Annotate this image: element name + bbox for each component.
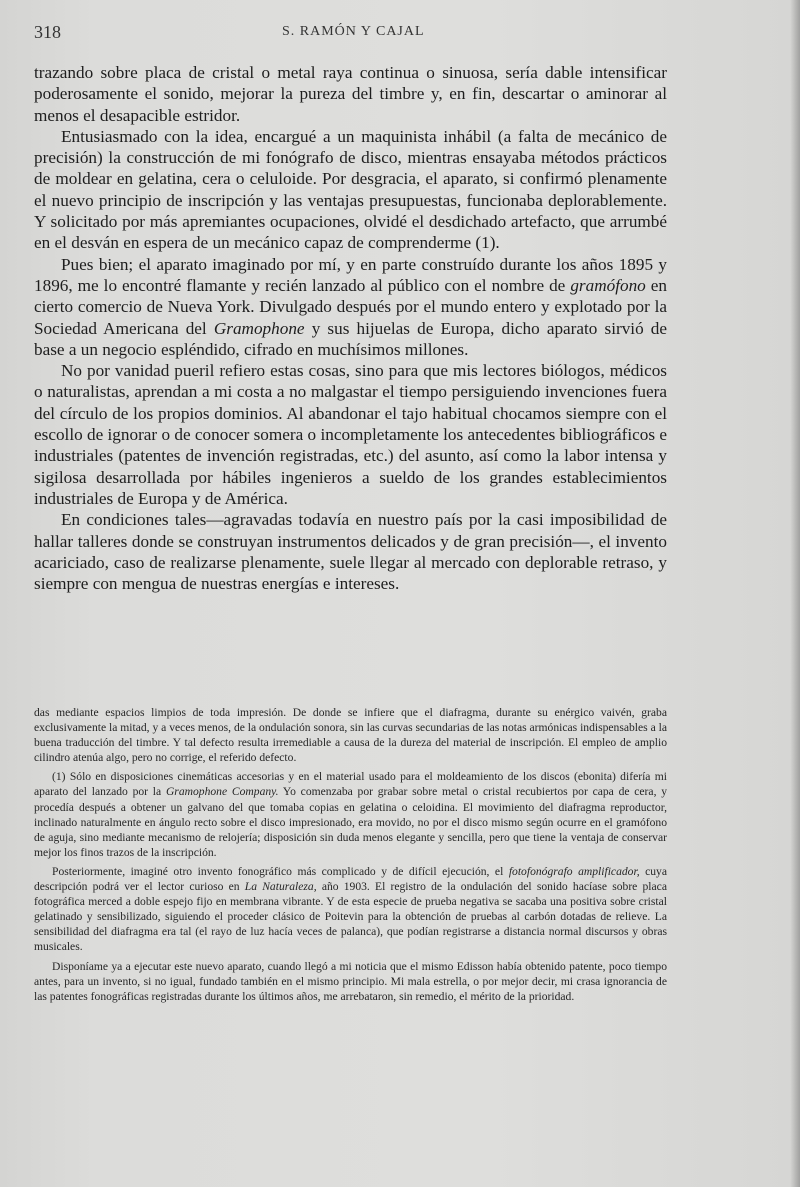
text-run: Pues bien; el aparato imaginado por mí, y en parte construído durante los años 1895 y 1896, me lo encontré flamante y recién lanzado al público con el nombre de <box>34 254 667 295</box>
paragraph: En condiciones tales—agravadas todavía en nuestro país por la casi imposibilidad de hallar talleres donde se construyan instrumentos delicados y de gran precisión—, el invento acariciado, caso de realizarse plenamente, suele llegar al mercado con deplorable retraso, y siempre con mengua de nuestras energías e intereses. <box>34 510 667 594</box>
italic-term: La Naturaleza, <box>244 880 317 894</box>
footnote-paragraph: Disponíame ya a ejecutar este nuevo aparato, cuando llegó a mi noticia que el mismo Edisson había obtenido patente, poco tiempo antes, para un invento, si no igual, fundado también en el mismo principio. Mi mala estrella, o por mejor decir, mi crasa ignorancia de las patentes fonográficas registradas durante los últimos años, me arrebataron, sin remedio, el mérito de la prioridad. <box>34 959 667 1003</box>
italic-term: fotofonógrafo amplificador, <box>508 864 640 878</box>
paragraph: trazando sobre placa de cristal o metal raya continua o sinuosa, sería dable intensificar poderosamente el sonido, mejorar la pureza del timbre y, en fin, descartar o aminorar al menos el desapacible estridor. <box>34 63 667 125</box>
text-run: en cierto comercio de Nueva York. Divulgado después por el mundo entero y explotado por la Sociedad Americana del <box>34 275 668 338</box>
text-run: cuya descripción podrá ver el lector curioso en <box>34 864 667 894</box>
italic-term: Gramophone Company. <box>165 785 279 799</box>
main-text <box>34 62 667 594</box>
text-run: año 1903. El registro de la ondulación del sonido hacíase sobre placa fotográfica merced a doble espejo fijo en membrana vibrante. Y de esta especie de prueba negativa se sacaba una positiva sobre cristal gelatinado y sensibilizado, siguiendo el proceder clásico de Poitevin para la obtención de pruebas al carbón dotadas de relieve. La sensibilidad del diafragma era tal (el rayo de luz hacía veces de palanca), que podían registrarse a distancia normal discursos y obras musicales. <box>34 880 667 954</box>
italic-term: Gramophone <box>213 318 305 338</box>
page-edge-shadow <box>790 0 800 1187</box>
italic-term: gramófono <box>570 275 646 295</box>
text-run: (1) Sólo en disposiciones cinemáticas accesorias y en el material usado para el moldeamiento de los discos (ebonita) difería mi aparato del lanzado por la <box>34 770 667 799</box>
footnote-paragraph <box>34 864 667 955</box>
paragraph: No por vanidad pueril refiero estas cosas, sino para que mis lectores biólogos, médicos o naturalistas, aprendan a mi costa a no malgastar el tiempo persiguiendo invenciones fuera del círculo de los propios dominios. Al abandonar el tajo habitual chocamos siempre con el escollo de ignorar o de conocer somera o incompletamente los antecedentes bibliográficos e industriales (patentes de invención registradas, etc.) del asunto, así como la labor intensa y sigilosa desarrollada por hábiles ingenieros a sueldo de los grandes establecimientos industriales de Europa y de América. <box>34 361 667 508</box>
footnotes <box>34 705 667 1004</box>
footnote-1 <box>34 769 667 860</box>
paragraph <box>34 254 667 360</box>
page-header <box>34 22 674 46</box>
page-number: 318 <box>34 22 61 42</box>
running-head: S. RAMÓN Y CAJAL <box>282 24 425 39</box>
text-run: Yo comenzaba por grabar sobre metal o cristal recubiertos por capa de cera, y procedía después a obtener un galvano del que tomaba copias en gelatina o celoidina. El movimiento del diafragma reproductor, inclinado naturalmente en ángulo recto sobre el disco impresionado, era movido, no por el disco mismo según ocurre en el gramófono de aguja, sino mediante mecanismo de relojería; disposición sin duda menos elegante y sencilla, pero que tiene la ventaja de conservar mejor los finos trazos de la inscripción. <box>34 785 668 859</box>
footnote-continuation: das mediante espacios limpios de toda impresión. De donde se infiere que el diafragma, durante su enérgico vaivén, graba exclusivamente la mitad, y a veces menos, de la ondulación sonora, sin las curvas secundarias de las notas armónicas indispensables a la buena traducción del timbre. Y tal defecto resulta irremediable a causa de la dureza del material de inscripción. El empleo de amplio cilindro atenúa algo, pero no corrige, el referido defecto. <box>34 706 667 765</box>
text-run: y sus hijuelas de Europa, dicho aparato sirvió de base a un negocio espléndido, cifrado en muchísimos millones. <box>34 318 668 359</box>
paragraph: Entusiasmado con la idea, encargué a un maquinista inhábil (a falta de mecánico de precisión) la construcción de mi fonógrafo de disco, mientras ensayaba métodos prácticos de moldear en gelatina, cera o celuloide. Por desgracia, el aparato, si confirmó plenamente el nuevo principio de inscripción y las ventajas presupuestas, funcionaba deplorablemente. Y solicitado por más apremiantes ocupaciones, olvidé el desdichado artefacto, que arrumbé en el desván en espera de un mecánico capaz de comprenderme (1). <box>34 126 667 253</box>
text-run: Posteriormente, imaginé otro invento fonográfico más complicado y de difícil ejecución, el <box>52 864 504 878</box>
